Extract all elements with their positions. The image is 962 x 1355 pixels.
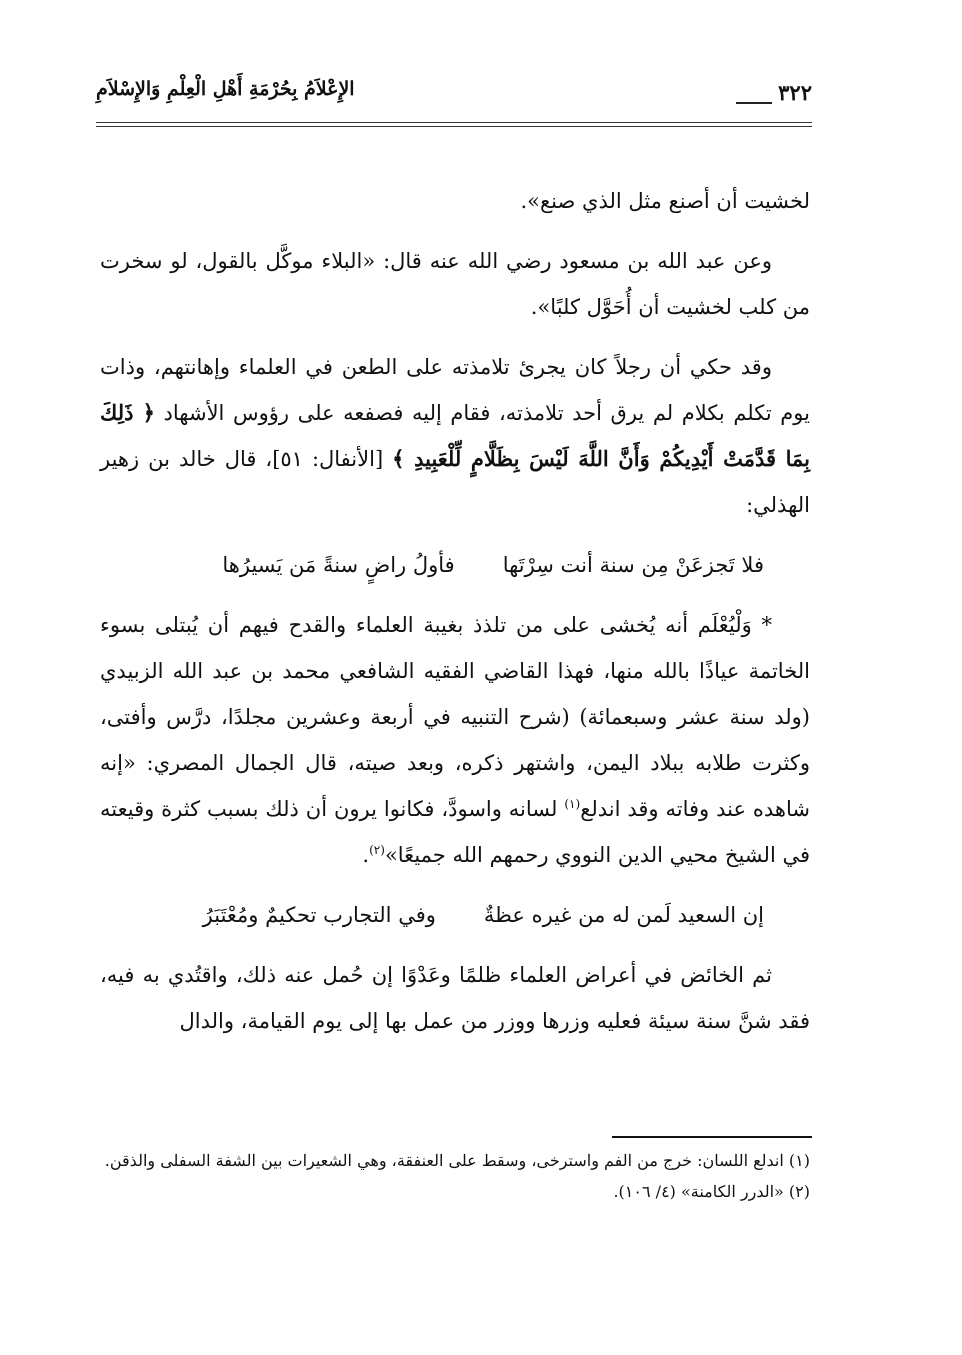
- footnote-1: (١) اندلع اللسان: خرج من الفم واسترخى، وسقط على العنفقة، وهي الشعيرات بين الشفة السفلى والذقن.: [104, 1151, 810, 1170]
- footnotes: [100, 1146, 810, 1208]
- paragraph-4-text: * وَلْيُعْلَم أنه يُخشى على من تلذذ بغيبة العلماء والقدح فيهم أن يُبتلى بسوء الخاتمة عياذًا بالله منها، فهذا القاضي الفقيه الشافعي محمد بن عبد الله الزبيدي (ولد سنة عشر وسبعمائة) (شرح التنبيه في أربعة وعشرين مجلدًا، درَّس وأفتى، وكثرت طلابه ببلاد اليمن، واشتهر ذكره، وبعد صيته، قال الجمال المصري: «إنه شاهده عند وفاته وقد اندلع: [100, 613, 810, 821]
- footnote-2: (٢) «الدرر الكامنة» (٤/ ١٠٦).: [613, 1182, 810, 1201]
- page-number-dash: [736, 102, 772, 104]
- verse-1-first-hemistich: فلا تَجزعَنْ مِن سنة أنت سِرْتَها: [502, 553, 764, 577]
- verse-2-second-hemistich: وفي التجارب تحكيمٌ ومُعْتَبَرُ: [202, 903, 436, 927]
- poetry-verse-1: [100, 542, 810, 588]
- verse-2-first-hemistich: إن السعيد لَمن له من غيره عظةٌ: [483, 903, 764, 927]
- footnote-ref-1[interactable]: (١): [564, 797, 581, 811]
- paragraph-4-end: .: [362, 843, 370, 867]
- paragraph-4-text-cont: لسانه واسودَّ، فكانوا يرون أن ذلك بسبب كثرة وقيعته في الشيخ محيي الدين النووي رحمهم الله جميعًا»: [100, 797, 810, 867]
- paragraph-1: لخشيت أن أصنع مثل الذي صنع».: [520, 189, 810, 213]
- paragraph-3-citation: [الأنفال: ٥١]، قال خالد بن زهير الهذلي:: [100, 447, 810, 517]
- paragraph-5: ثم الخائض في أعراض العلماء ظلمًا وعَدْوًا إن حُمل عنه ذلك، واقتُدي به فيه، فقد شنَّ سنة سيئة فعليه وزرها ووزر من عمل بها إلى يوم القيامة، والدال: [100, 963, 810, 1033]
- header-divider: [96, 122, 812, 127]
- footnote-ref-2[interactable]: (٢): [369, 843, 385, 857]
- quran-verse: ﴿ ذَلِكَ بِمَا قَدَّمَتْ أَيْدِيكُمْ وَأَنَّ اللَّهَ لَيْسَ بِظَلَّامٍ لِّلْعَبِيدِ ﴾: [100, 400, 811, 471]
- page-header: [96, 78, 812, 118]
- paragraph-4: [100, 602, 810, 878]
- paragraph-3-text: وقد حكي أن رجلاً كان يجرئ تلامذته على الطعن في العلماء وإهانتهم، وذات يوم تكلم بكلام لم يرق أحد تلامذته، فقام إليه فصفعه على رؤوس الأشهاد: [100, 355, 810, 425]
- main-text: [100, 178, 810, 1058]
- page-number: ٣٢٢: [778, 80, 812, 105]
- running-title: الإِعْلاَمُ بِحُرْمَةِ أَهْلِ الْعِلْمِ وَالإِسْلاَمِ: [96, 78, 355, 100]
- poetry-verse-2: [100, 892, 810, 938]
- verse-1-second-hemistich: فأولُ راضٍ سنةً مَن يَسيرُها: [222, 553, 455, 577]
- paragraph-3: [100, 344, 810, 528]
- paragraph-2: وعن عبد الله بن مسعود رضي الله عنه قال: «البلاء موكَّل بالقول، لو سخرت من كلب لخشيت أن أُحَوَّل كلبًا».: [100, 249, 810, 319]
- footnote-divider: [612, 1136, 812, 1138]
